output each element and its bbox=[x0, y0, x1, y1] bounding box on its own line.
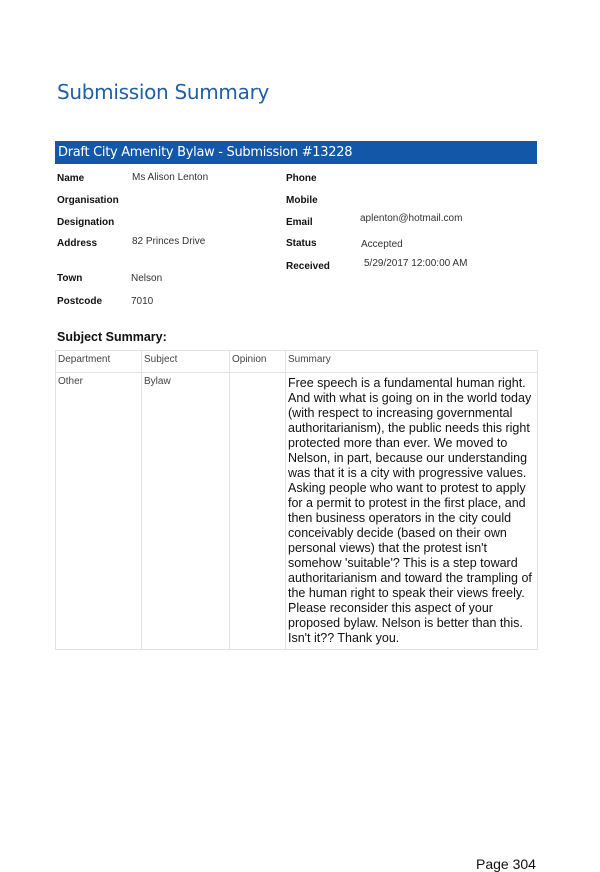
email-value: aplenton@hotmail.com bbox=[360, 213, 463, 224]
name-label: Name bbox=[57, 173, 85, 184]
organisation-label: Organisation bbox=[57, 195, 119, 206]
opinion-cell bbox=[230, 373, 286, 650]
town-label: Town bbox=[57, 273, 83, 284]
column-header-department: Department bbox=[56, 351, 142, 373]
address-label: Address bbox=[57, 238, 98, 249]
address-value: 82 Princes Drive bbox=[132, 236, 206, 247]
designation-label: Designation bbox=[57, 217, 115, 228]
column-header-summary: Summary bbox=[286, 351, 538, 373]
status-badge: Accepted bbox=[361, 239, 403, 250]
column-header-subject: Subject bbox=[142, 351, 230, 373]
mobile-label: Mobile bbox=[286, 195, 318, 206]
subject-cell: Bylaw bbox=[142, 373, 230, 650]
summary-cell: Free speech is a fundamental human right. And with what is going on in the world today (with respect to increasing governmental authoritarianism), the public needs this right protected more than ever. We moved to Nelson, in part, because our understanding was that it is a city with progressive values. Asking people who want to protest to apply for a permit to protest in the first place, and then business operators in the city could conceivably decide (based on their own personal views) that the protest isn't somehow 'suitable'? This is a step toward authoritarianism and toward the trampling of the human right to speak their views freely. Please reconsider this aspect of your proposed bylaw. Nelson is better than this. Isn't it?? Thank you. bbox=[286, 373, 538, 650]
column-header-opinion: Opinion bbox=[230, 351, 286, 373]
subject-summary-table bbox=[55, 350, 538, 650]
subject-summary-heading: Subject Summary: bbox=[57, 330, 167, 344]
table-row bbox=[56, 373, 538, 650]
name-value: Ms Alison Lenton bbox=[132, 172, 209, 183]
received-value: 5/29/2017 12:00:00 AM bbox=[364, 258, 468, 269]
received-label: Received bbox=[286, 261, 330, 272]
department-cell: Other bbox=[56, 373, 142, 650]
phone-label: Phone bbox=[286, 173, 317, 184]
town-value: Nelson bbox=[131, 273, 163, 284]
postcode-value: 7010 bbox=[131, 296, 154, 307]
submission-banner: Draft City Amenity Bylaw - Submission #13228 bbox=[55, 141, 537, 164]
postcode-label: Postcode bbox=[57, 296, 103, 307]
email-label: Email bbox=[286, 217, 313, 228]
page-title: Submission Summary bbox=[57, 80, 270, 104]
status-label: Status bbox=[286, 238, 317, 249]
table-header-row bbox=[56, 351, 538, 373]
page-number: Page 304 bbox=[476, 856, 536, 872]
